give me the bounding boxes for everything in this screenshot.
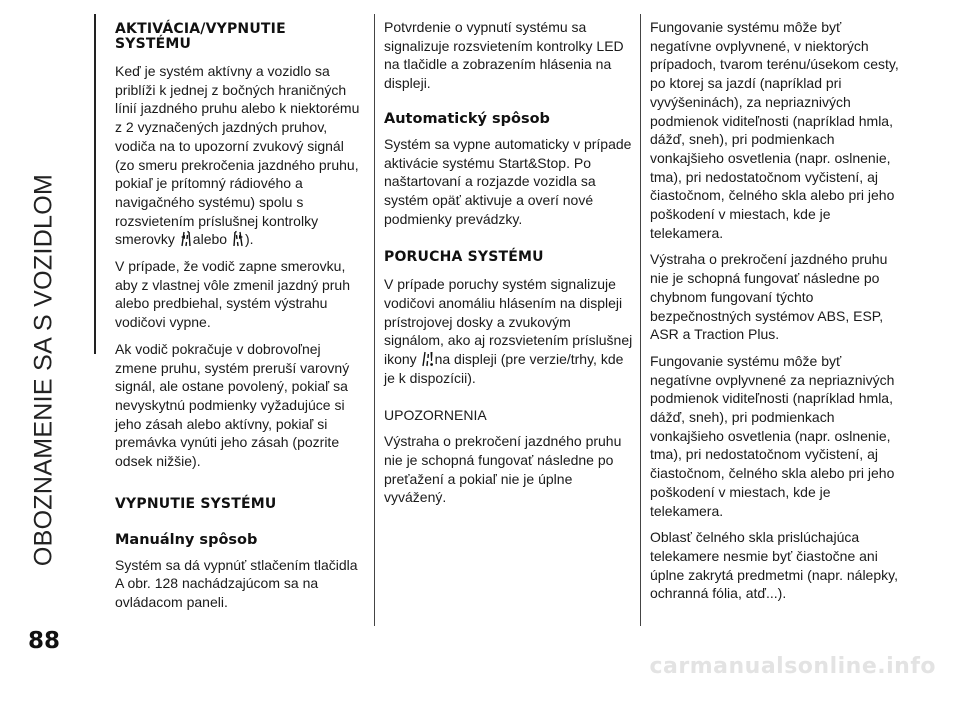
paragraph-text: Keď je systém aktívny a vozidlo sa priblíži k jednej z bočných hraničných línií jazdného pruhu alebo k niektorému z 2 vyznačených jazdných pruhov, vodiča na to upozorní zvukový signál (zo smeru prekročenia jazdného pruhu, pokiaľ je prítomný rádiového a navigačného systému) spolu s rozsvietením príslušnej kontrolky smerovky (115, 63, 360, 248)
paragraph: Fungovanie systému môže byť negatívne ovplyvnené, v niektorých prípadoch, tvarom terénu/úsekom cesty, po ktorej sa jazdí (napríklad pri vyvýšeninách), za nepriaznivých podmienok viditeľnosti (napríklad hmla, dážď, sneh), pri podmienkach vonkajšieho osvetlenia (napr. oslnenie, tma), pri nedostatočnom vyčistení, aj čiastočnom, čelného skla alebo pri jeho poškodení v miestach, kde je telekamera. (650, 19, 899, 241)
paragraph: Systém sa dá vypnúť stlačením tlačidla A obr. 128 nachádzajúcom sa na ovládacom paneli. (115, 556, 358, 611)
paragraph-text: V prípade poruchy systém signalizuje vodičovi anomáliu hlásením na displeji prístrojovej dosky a zvukovým signálom, ako aj rozsvietením príslušnej ikony (384, 276, 633, 368)
paragraph: Systém sa vypne automaticky v prípade aktivácie systému Start&Stop. Po naštartovaní a rozjazde vozidla sa systém opäť aktivuje a overí nové podmienky prevádzky. (384, 135, 632, 227)
paragraph-text: ). (244, 231, 254, 248)
column-2 (384, 18, 634, 515)
paragraph (384, 275, 634, 387)
paragraph: V prípade, že vodič zapne smerovku, aby z vlastnej vôle zmenil jazdný pruh alebo predbiehal, systém výstrahu vodičovi vypne. (115, 258, 351, 331)
subheading-manual: Manuálny spôsob (115, 531, 258, 548)
column-divider (640, 14, 641, 626)
section-side-title: OBOZNAMENIE SA S VOZIDLOM (29, 173, 58, 567)
subheading-automatic: Automatický spôsob (384, 110, 550, 127)
page-number: 88 (28, 628, 61, 654)
heading-activation: AKTIVÁCIA/VYPNUTIE SYSTÉMU (115, 21, 286, 52)
paragraph: Potvrdenie o vypnutí systému sa signalizuje rozsvietením kontrolky LED na tlačidle a zobrazením hlásenia na displeji. (384, 19, 624, 92)
column-3 (650, 18, 900, 611)
watermark: carmanualsonline.info (649, 654, 936, 679)
lane-departure-right-icon (231, 230, 245, 247)
paragraph: Fungovanie systému môže byť negatívne ovplyvnené za nepriaznivých podmienok viditeľnosti (napríklad hmla, dážď, sneh), pri podmienkach vonkajšieho osvetlenia (napr. oslnenie, tma), pri nedostatočnom vyčistení, aj čiastočnom, čelného skla alebo pri jeho poškodení v miestach, kde je telekamera. (650, 352, 895, 519)
warning-title: UPOZORNENIA (384, 406, 487, 423)
paragraph-text: alebo (192, 231, 228, 248)
column-divider (374, 14, 375, 626)
heading-failure: PORUCHA SYSTÉMU (384, 249, 544, 266)
paragraph: Výstraha o prekročení jazdného pruhu nie je schopná fungovať následne po chybnom fungovaní týchto bezpečnostných systémov ABS, ESP, ASR a Traction Plus. (650, 251, 888, 343)
column-1 (115, 18, 365, 620)
lane-departure-failure-icon (421, 350, 435, 367)
paragraph: Ak vodič pokračuje v dobrovoľnej zmene pruhu, systém preruší varovný signál, ale ostane povolený, pokiaľ sa nevyskytnú podmienky vyžadujúce si jeho zásah alebo aktívny, pokiaľ si premávka vynúti jeho zásah (pozrite odsek nižšie). (115, 340, 350, 470)
paragraph: Oblasť čelného skla prislúchajúca telekamere nesmie byť čiastočne ani úplne zakrytá predmetmi (napr. nálepky, ochranná fólia, atď...). (650, 529, 898, 602)
lane-departure-left-icon (179, 230, 193, 247)
heading-disable: VYPNUTIE SYSTÉMU (115, 495, 277, 512)
paragraph: Výstraha o prekročení jazdného pruhu nie je schopná fungovať následne po preťažení a pokiaľ nie je úplne vyvážený. (384, 433, 622, 506)
side-divider (94, 14, 96, 354)
paragraph (115, 62, 365, 249)
paragraph-text: na displeji (pre verzie/trhy, kde je k dispozícii). (384, 351, 624, 386)
